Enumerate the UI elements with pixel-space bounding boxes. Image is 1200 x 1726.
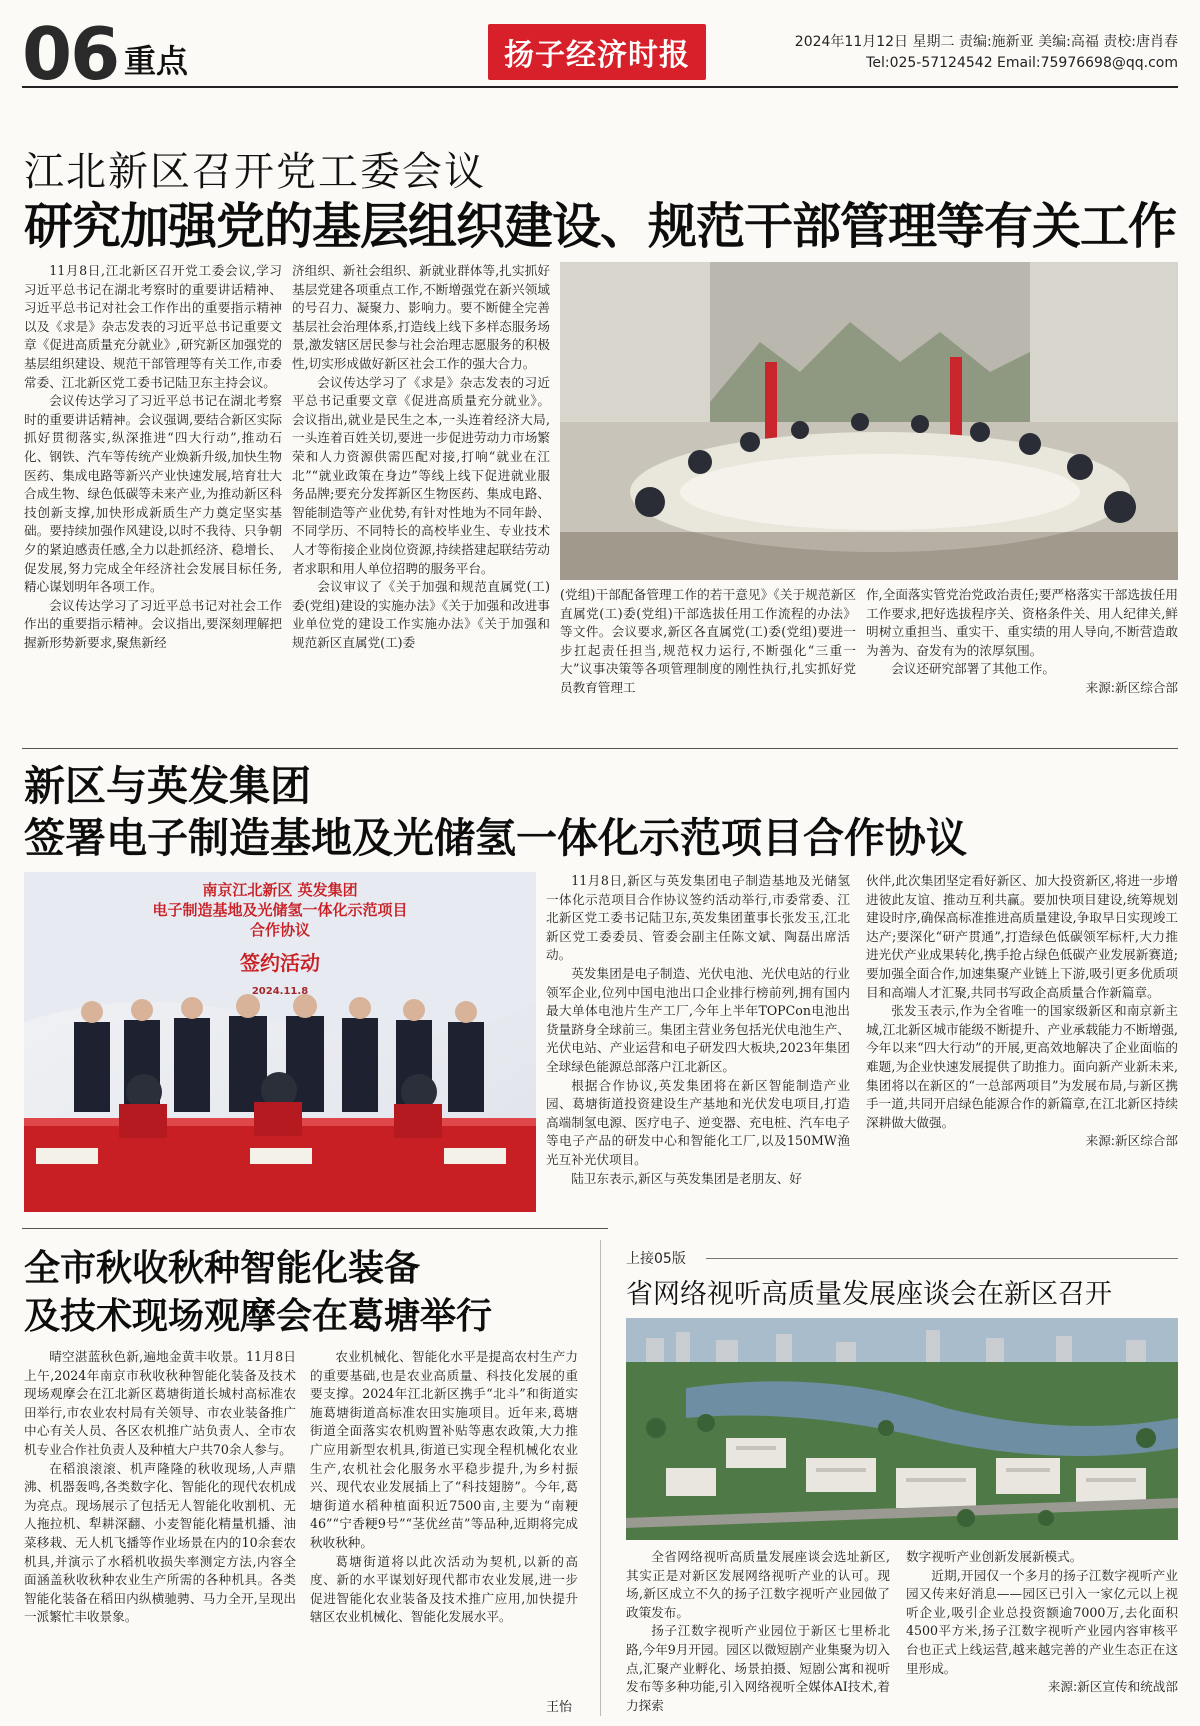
issue-meta-line2: Tel:025-57124542 Email:75976698@qq.com xyxy=(866,55,1178,71)
article4-column-2 xyxy=(906,1548,1178,1718)
paragraph: 数字视听产业创新发展新模式。 xyxy=(906,1549,1083,1564)
paper-logo: 扬子经济时报 xyxy=(488,24,706,80)
masthead-rule xyxy=(22,86,1178,88)
signing-photo xyxy=(24,872,536,1212)
paragraph: 济组织、新社会组织、新就业群体等,扎实抓好基层党建各项重点工作,不断增强党在新兴领域的号召力、凝聚力、影响力。要不断健全完善基层社会治理体系,打造线上线下多样态服务场景,激发辖区居民参与社会治理志愿服务的积极性,切实形成做好新区社会工作的强大合力。 xyxy=(292,263,550,371)
aerial-park-photo xyxy=(626,1318,1178,1540)
photo-banner-line3: 合作协议 xyxy=(249,921,310,939)
paragraph: 会议还研究部署了其他工作。 xyxy=(891,661,1055,677)
photo-banner-line1: 南京江北新区 英发集团 xyxy=(202,881,358,899)
article3-byline: 王怡 xyxy=(546,1700,573,1715)
section-divider xyxy=(22,1228,608,1229)
paragraph: 英发集团是电子制造、光伏电池、光伏电站的行业领军企业,位列中国电池出口企业排行榜前列,拥有国内最大单体电池片生产工厂,今年上半年TOPCon电池出货量跻身全球前三。集团主营业务包括光伏电池生产、光伏电站、产业运营和电子研发四大板块,2023年集团全球绿色能源总部落户江北新区。 xyxy=(546,965,850,1074)
continued-from-label: 上接05版 xyxy=(626,1251,686,1267)
article2-headline-line1: 新区与英发集团 xyxy=(24,762,311,810)
paragraph: 会议传达学习了习近平总书记在湖北考察时的重要讲话精神。会议强调,要结合新区实际抓好贯彻落实,纵深推进“四大行动”,推动石化、钢铁、汽车等传统产业焕新升级,加快生物医药、集成电路等新兴产业快速发展,培育壮大合成生物、绿色低碳等未来产业,为推动新区科技创新支撑,加快形成新质生产力奠定坚实基础。要持续加强作风建设,以时不我待、只争朝夕的紧迫感责任感,全力以赴抓经济、稳增长、促发展,努力完成全年经济社会发展目标任务,精心谋划明年各项工作。 xyxy=(24,393,282,595)
paragraph: 根据合作协议,英发集团将在新区智能制造产业园、葛塘街道投资建设生产基地和光伏发电项目,打造高端制氢电源、医疗电子、逆变器、充电桩、汽车电子等电子产品的研发中心和智能化工厂,以及150MW渔光互补光伏项目。 xyxy=(546,1077,850,1167)
article1-headline: 研究加强党的基层组织建设、规范干部管理等有关工作 xyxy=(24,198,1177,255)
article1-column-1 xyxy=(24,262,282,738)
article3-headline-line2: 及技术现场观摩会在葛塘举行 xyxy=(24,1296,493,1337)
paragraph: (党组)干部配备管理工作的若干意见》《关于规范新区直属党(工)委(党组)干部选拔任用工作流程的办法》等文件。会议要求,新区各直属党(工)委(党组)要进一步扛起责任担当,规范权力运行,不断强化“三重一大”议事决策等各项管理制度的刚性执行,扎实抓好党员教育管理工 xyxy=(560,587,856,695)
paragraph: 11月8日,江北新区召开党工委会议,学习习近平总书记在湖北考察时的重要讲话精神、习近平总书记对社会工作作出的重要指示精神以及《求是》杂志发表的习近平总书记重要文章《促进高质量充分就业》,研究新区加强党的基层组织建设、规范干部管理等有关工作,市委常委、江北新区党工委书记陆卫东主持会议。 xyxy=(24,263,282,390)
article3-headline-line1: 全市秋收秋种智能化装备 xyxy=(24,1248,421,1289)
paragraph: 葛塘街道将以此次活动为契机,以新的高度、新的水平谋划好现代都市农业发展,进一步促进智能化农业装备及技术推广应用,加快提升辖区农业机械化、智能化发展水平。 xyxy=(310,1553,578,1625)
photo-banner-line2: 电子制造基地及光储氢一体化示范项目 xyxy=(152,901,408,919)
article4-headline: 省网络视听高质量发展座谈会在新区召开 xyxy=(626,1279,1112,1310)
article2-source: 来源:新区综合部 xyxy=(1085,1133,1178,1149)
paragraph: 在稻浪滚滚、机声隆隆的秋收现场,人声鼎沸、机器轰鸣,各类数字化、智能化的现代农机成为亮点。现场展示了包括无人智能化收割机、无人拖拉机、犁耕深翻、小麦智能化精量机播、油菜移栽、无人机飞播等作业场景在内的10余套农机具,并演示了水稻机收损失率测定方法,内容全面涵盖秋收秋种农业生产所需的各种机具。各类智能化装备在稻田内纵横驰骋、马力全开,呈现出一派繁忙丰收景象。 xyxy=(24,1460,296,1625)
paragraph: 陆卫东表示,新区与英发集团是老朋友、好 xyxy=(571,1170,802,1186)
column-divider xyxy=(600,1240,601,1716)
article1-source: 来源:新区综合部 xyxy=(1085,679,1178,695)
paragraph: 近期,开园仅一个多月的扬子江数字视听产业园又传来好消息——园区已引入一家亿元以上视听企业,吸引企业总投资额逾7000万,去化面积4500平方米,扬子江数字视听产业园内容审核平台也正式上线运营,越来越完善的产业生态正在这里形成。 xyxy=(906,1567,1178,1676)
paragraph: 扬子江数字视听产业园位于新区七里桥北路,今年9月开园。园区以微短剧产业集聚为切入点,汇聚产业孵化、场景拍摄、短剧公寓和视听发布等多种功能,引入网络视听全媒体AI技术,着力探索 xyxy=(626,1623,890,1713)
issue-meta-line1: 2024年11月12日 星期二 责编:施新亚 美编:高福 责校:唐肖春 xyxy=(794,34,1178,50)
paragraph: 农业机械化、智能化水平是提高农村生产力的重要基础,也是农业高质量、科技化发展的重要支撑。2024年江北新区携手“北斗”和街道实施葛塘街道高标准农田实施项目。近年来,葛塘街道全面落实农机购置补贴等惠农政策,大力推广应用新型农机具,街道已实现全程机械化农业生产,农机社会化服务水平稳步提升,为乡村振兴、现代农业发展插上了“科技翅膀”。今年,葛塘街道水稻种植面积近7500亩,主要为“南粳46”“宁香粳9号”“茎优丝苗”等品种,近期将完成秋收秋种。 xyxy=(310,1349,578,1550)
paragraph: 张发玉表示,作为全省唯一的国家级新区和南京新主城,江北新区城市能级不断提升、产业承载能力不断增强,今年以来“四大行动”的开展,更高效地解决了企业面临的难题,为企业快速发展提供了助推力。面向新产业新未来,集团将以在新区的“一总部两项目”为发展布局,与新区携手一道,共同开启绿色能源合作的新篇章,在江北新区持续深耕做大做强。 xyxy=(866,1003,1178,1130)
article3-column-2 xyxy=(310,1348,578,1688)
continued-rule xyxy=(706,1258,1178,1259)
page-number: 06 xyxy=(22,12,119,96)
photo-banner xyxy=(24,880,536,1002)
article2-headline-line2: 签署电子制造基地及光储氢一体化示范项目合作协议 xyxy=(24,814,967,862)
photo-banner-line4: 签约活动 xyxy=(240,951,320,975)
paragraph: 晴空湛蓝秋色新,遍地金黄丰收景。11月8日上午,2024年南京市秋收秋种智能化装备及技术现场观摩会在江北新区葛塘街道长城村高标准农田举行,市农业农村局有关领导、市农业装备推广中心有关人员、各区农机推广站负责人、全市农机专业合作社负责人及种植大户共70余人参与。 xyxy=(24,1349,296,1457)
article1-column-2 xyxy=(292,262,550,738)
article3-headline xyxy=(24,1245,492,1341)
photo-banner-date: 2024.11.8 xyxy=(251,986,309,997)
paragraph: 会议审议了《关于加强和规范直属党(工)委(党组)建设的实施办法》《关于加强和改进事业单位党的建设工作实施办法》《关于加强和规范新区直属党(工)委 xyxy=(292,579,550,650)
article2-headline xyxy=(24,760,967,864)
article4-source: 来源:新区宣传和统战部 xyxy=(1047,1679,1178,1695)
paragraph: 作,全面落实管党治党政治责任;要严格落实干部选拔任用工作要求,把好选拔程序关、资格条件关、用人纪律关,鲜明树立重担当、重实干、重实绩的用人导向,不断营造敢为善为、奋发有为的浓厚氛围。 xyxy=(866,587,1178,658)
issue-meta xyxy=(795,32,1178,74)
article1-kicker: 江北新区召开党工委会议 xyxy=(24,149,486,195)
paragraph: 会议传达学习了《求是》杂志发表的习近平总书记重要文章《促进高质量充分就业》。会议指出,就业是民生之本,一头连着经济大局,一头连着百姓关切,要进一步促进劳动力市场繁荣和人力资源供需匹配对接,打响“就业在江北”“就业政策在身边”等线上线下促进就业服务品牌;要充分发挥新区生物医药、集成电路、智能制造等产业优势,有针对性地为不同年龄、不同学历、不同特长的高校毕业生、专业技术人才等衔接企业岗位资源,持续搭建起联结劳动者求职和用人单位招聘的服务平台。 xyxy=(292,374,550,576)
paragraph: 会议传达学习了习近平总书记对社会工作作出的重要指示精神。会议指出,要深刻理解把握新形势新要求,聚焦新经 xyxy=(24,597,282,650)
article4-column-1 xyxy=(626,1548,890,1718)
section-divider xyxy=(22,748,1178,749)
article3-column-1 xyxy=(24,1348,296,1714)
article1-column-4 xyxy=(866,586,1178,738)
paragraph: 11月8日,新区与英发集团电子制造基地及光储氢一体化示范项目合作协议签约活动举行,市委常委、江北新区党工委书记陆卫东,英发集团董事长张发玉,江北新区党工委委员、管委会副主任陈文斌、陶磊出席活动。 xyxy=(546,873,850,963)
article2-column-2 xyxy=(866,872,1178,1212)
meeting-photo xyxy=(560,262,1178,580)
article1-column-3 xyxy=(560,586,856,738)
paragraph: 伙伴,此次集团坚定看好新区、加大投资新区,将进一步增进彼此友谊、推动互利共赢。要加快项目建设,统筹规划建设时序,确保高标准推进高质量建设,争取早日实现竣工达产;要深化“研产贯通”,打造绿色低碳领军标杆,大力推进光伏产业成果转化,携手抢占绿色低碳产业发展新赛道;要加强全面合作,加速集聚产业链上下游,吸引更多优质项目和高端人才汇聚,共同书写政企高质量合作新篇章。 xyxy=(866,873,1178,1000)
article2-column-1 xyxy=(546,872,850,1212)
paragraph: 全省网络视听高质量发展座谈会选址新区,其实正是对新区发展网络视听产业的认可。现场,新区成立不久的扬子江数字视听产业园做了政策发布。 xyxy=(626,1549,890,1620)
section-name: 重点 xyxy=(124,42,189,80)
